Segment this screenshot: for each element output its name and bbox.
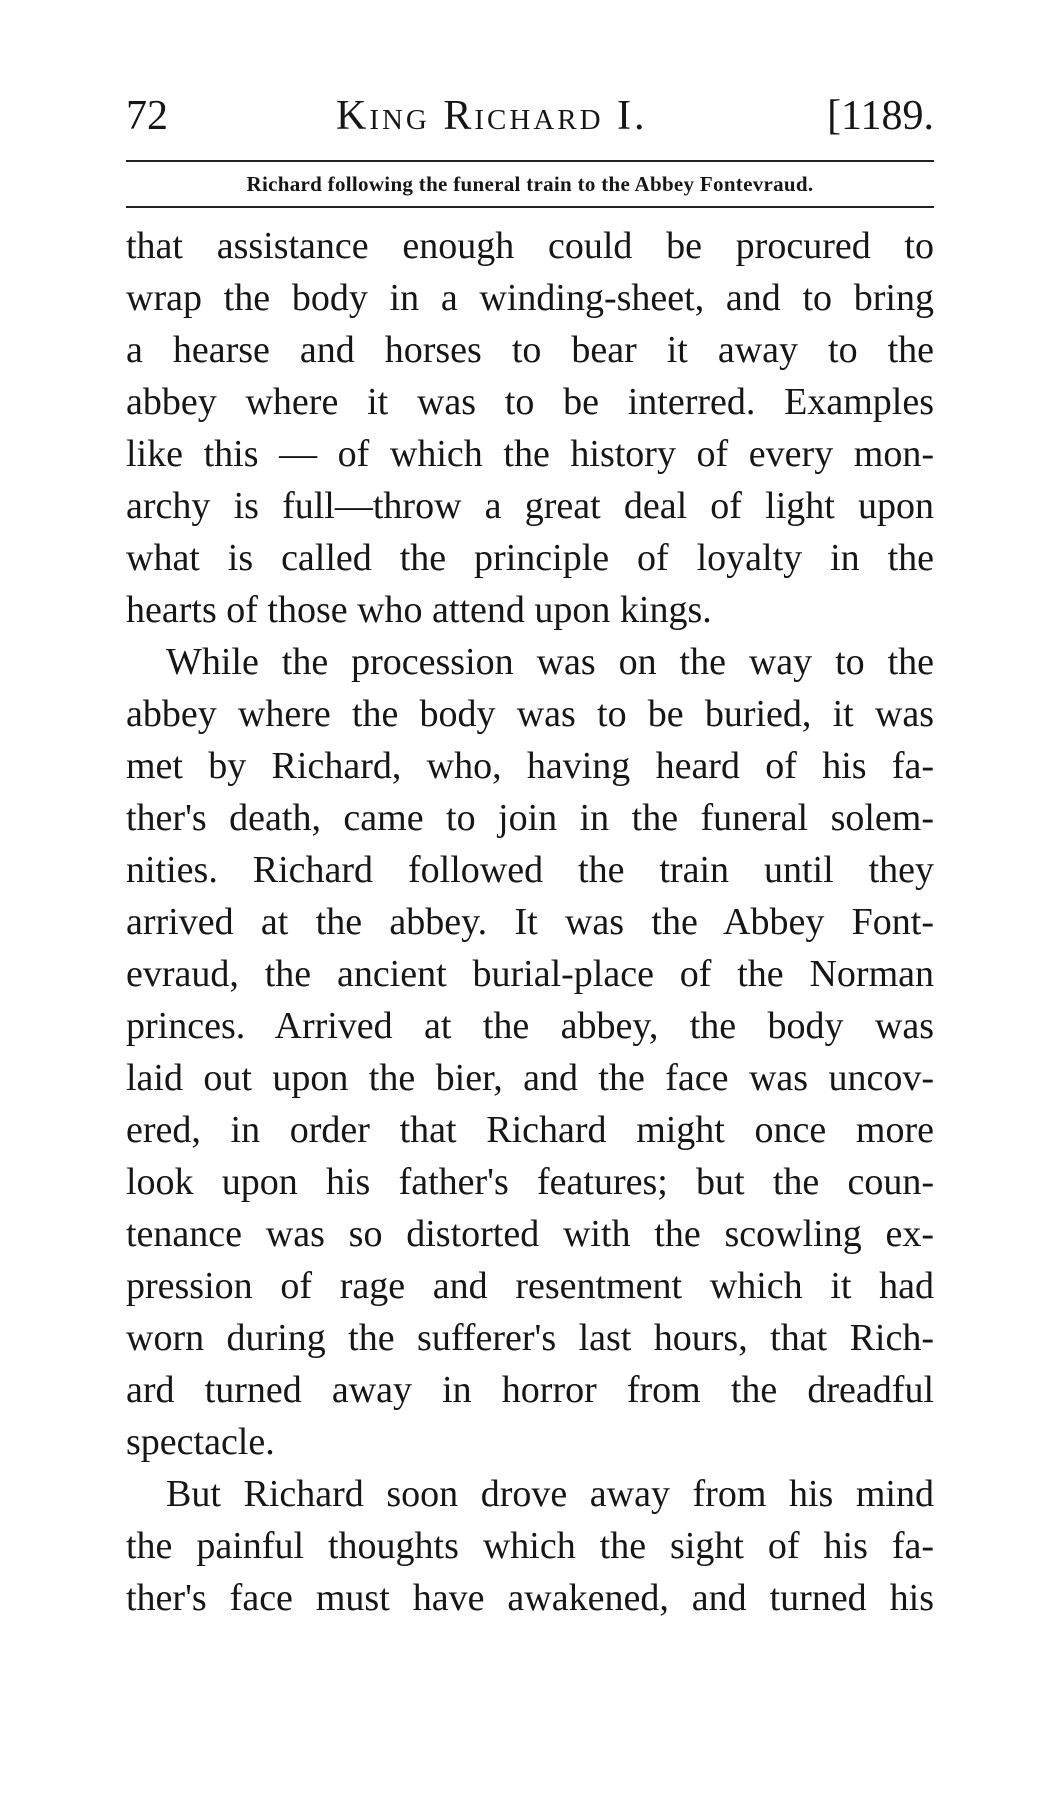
text-line: laid out upon the bier, and the face was uncov-: [126, 1057, 934, 1099]
text-line: abbey where it was to be interred. Examples: [126, 381, 934, 423]
text-line: like this — of which the history of every mon-: [126, 433, 934, 475]
text-line: But Richard soon drove away from his mind: [166, 1473, 934, 1515]
text-line: arrived at the abbey. It was the Abbey Font-: [126, 901, 934, 943]
text-line: worn during the sufferer's last hours, that Rich-: [126, 1317, 934, 1359]
text-line: ered, in order that Richard might once more: [126, 1109, 934, 1151]
running-head: [126, 88, 934, 144]
text-line: met by Richard, who, having heard of his fa-: [126, 745, 934, 787]
text-line: hearts of those who attend upon kings.: [126, 589, 712, 631]
text-line: what is called the principle of loyalty in the: [126, 537, 934, 579]
text-line: evraud, the ancient burial-place of the Norman: [126, 953, 934, 995]
text-line: tenance was so distorted with the scowling ex-: [126, 1213, 934, 1255]
text-line: ther's death, came to join in the funeral solem-: [126, 797, 934, 839]
text-line: princes. Arrived at the abbey, the body was: [126, 1005, 934, 1047]
text-line: abbey where the body was to be buried, it was: [126, 693, 934, 735]
body-text: [126, 220, 934, 1624]
text-line: the painful thoughts which the sight of his fa-: [126, 1525, 934, 1567]
book-title: King Richard I.: [336, 93, 648, 139]
text-line: spectacle.: [126, 1421, 275, 1463]
section-caption: Richard following the funeral train to the Abbey Fontevraud.: [246, 172, 814, 196]
text-line: archy is full—throw a great deal of light upon: [126, 485, 934, 527]
text-line: pression of rage and resentment which it had: [126, 1265, 934, 1307]
text-line: wrap the body in a winding-sheet, and to bring: [126, 277, 934, 319]
header-rule-bottom: [126, 206, 934, 208]
text-line: look upon his father's features; but the coun-: [126, 1161, 934, 1203]
text-line: that assistance enough could be procured to: [126, 225, 934, 267]
text-line: a hearse and horses to bear it away to the: [126, 329, 934, 371]
text-line: ard turned away in horror from the dreadful: [126, 1369, 934, 1411]
year-marker: [1189.: [827, 93, 934, 139]
text-line: While the procession was on the way to the: [166, 641, 934, 683]
header-rule-top: [126, 160, 934, 162]
text-line: nities. Richard followed the train until they: [126, 849, 934, 891]
page-number: 72: [126, 93, 168, 139]
text-line: ther's face must have awakened, and turned his: [126, 1577, 934, 1619]
